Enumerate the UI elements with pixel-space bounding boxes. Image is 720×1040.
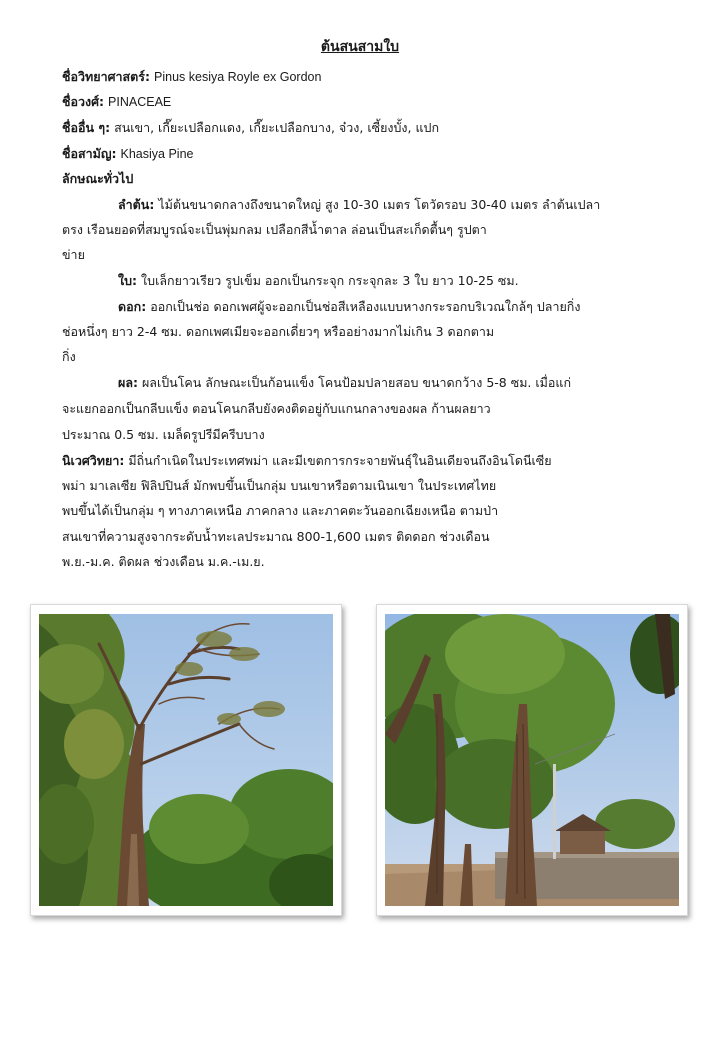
scientific-name-label: ชื่อวิทยาศาสตร์: (62, 69, 151, 84)
trunk-label: ลำต้น: (118, 197, 155, 212)
family-label: ชื่อวงศ์: (62, 94, 105, 109)
page-title: ต้นสนสามใบ (320, 39, 400, 55)
other-names-label: ชื่ออื่น ๆ: (62, 120, 111, 135)
leaf-row (118, 272, 519, 290)
general-heading (62, 170, 133, 188)
ecology-label: นิเวศวิทยา: (62, 453, 125, 468)
leaf-label: ใบ: (118, 273, 138, 288)
fruit-line-2: จะแยกออกเป็นกลีบแข็ง ตอนโคนกลีบยังคงติดอยู่กับแกนกลางของผล ก้านผลยาว (62, 401, 491, 416)
pine-tree-photo-right (376, 604, 688, 916)
ecology-line-3: พบขึ้นได้เป็นกลุ่ม ๆ ทางภาคเหนือ ภาคกลาง และภาคตะวันออกเฉียงเหนือ ตามป่า (62, 503, 499, 518)
common-name-row (62, 145, 193, 163)
fruit-label: ผล: (118, 375, 138, 390)
pine-tree-photo-left (30, 604, 342, 916)
trunk-row (118, 196, 600, 214)
ecology-row (62, 452, 552, 470)
flower-line-1: ออกเป็นช่อ ดอกเพศผู้จะออกเป็นช่อสีเหลืองแบบหางกระรอกบริเวณใกล้ๆ ปลายกิ่ง (150, 299, 581, 314)
trunk-line-2: ตรง เรือนยอดที่สมบูรณ์จะเป็นพุ่มกลม เปลือกสีน้ำตาล ล่อนเป็นสะเก็ดตื้นๆ รูปตา (62, 222, 487, 237)
flower-line-3: กิ่ง (62, 349, 76, 364)
scientific-name-row (62, 68, 321, 86)
trunk-line-1: ไม้ต้นขนาดกลางถึงขนาดใหญ่ สูง 10-30 เมตร โตวัดรอบ 30-40 เมตร ลำต้นเปลา (158, 197, 601, 212)
fruit-line-1: ผลเป็นโคน ลักษณะเป็นก้อนแข็ง โคนป้อมปลายสอบ ขนาดกว้าง 5-8 ซม. เมื่อแก่ (141, 375, 572, 390)
ecology-line-5: พ.ย.-ม.ค. ติดผล ช่วงเดือน ม.ค.-เม.ย. (62, 554, 265, 569)
fruit-row (118, 374, 571, 392)
scientific-name-value: Pinus kesiya Royle ex Gordon (154, 70, 322, 84)
ecology-line-2: พม่า มาเลเซีย ฟิลิปปินส์ มักพบขึ้นเป็นกลุ่ม บนเขาหรือตามเนินเขา ในประเทศไทย (62, 478, 497, 493)
flower-row (118, 298, 580, 316)
ecology-line-1: มีถิ่นกำเนิดในประเทศพม่า และมีเขตการกระจายพันธุ์ในอินเดียจนถึงอินโดนีเซีย (128, 453, 552, 468)
family-value: PINACEAE (108, 95, 172, 109)
general-label: ลักษณะทั่วไป (62, 171, 134, 186)
flower-line-2: ช่อหนึ่งๆ ยาว 2-4 ซม. ดอกเพศเมียจะออกเดี่ยวๆ หรืออย่างมากไม่เกิน 3 ดอกตาม (62, 324, 495, 339)
common-name-value: Khasiya Pine (120, 147, 194, 161)
other-names-value: สนเขา, เกี๊ยะเปลือกแดง, เกี๊ยะเปลือกบาง, จ๋วง, เซี้ยงบั้ง, แปก (114, 120, 440, 135)
pine-tree-right-image (385, 614, 679, 906)
trunk-line-3: ข่าย (62, 247, 85, 262)
other-names-row (62, 119, 439, 137)
pine-tree-left-image (39, 614, 333, 906)
leaf-value: ใบเล็กยาวเรียว รูปเข็ม ออกเป็นกระจุก กระจุกละ 3 ใบ ยาว 10-25 ซม. (141, 273, 519, 288)
fruit-line-3: ประมาณ 0.5 ซม. เมล็ดรูปรีมีครีบบาง (62, 427, 265, 442)
common-name-label: ชื่อสามัญ: (62, 146, 117, 161)
ecology-line-4: สนเขาที่ความสูงจากระดับน้ำทะเลประมาณ 800-1,600 เมตร ติดดอก ช่วงเดือน (62, 529, 490, 544)
family-row (62, 93, 171, 111)
flower-label: ดอก: (118, 299, 147, 314)
